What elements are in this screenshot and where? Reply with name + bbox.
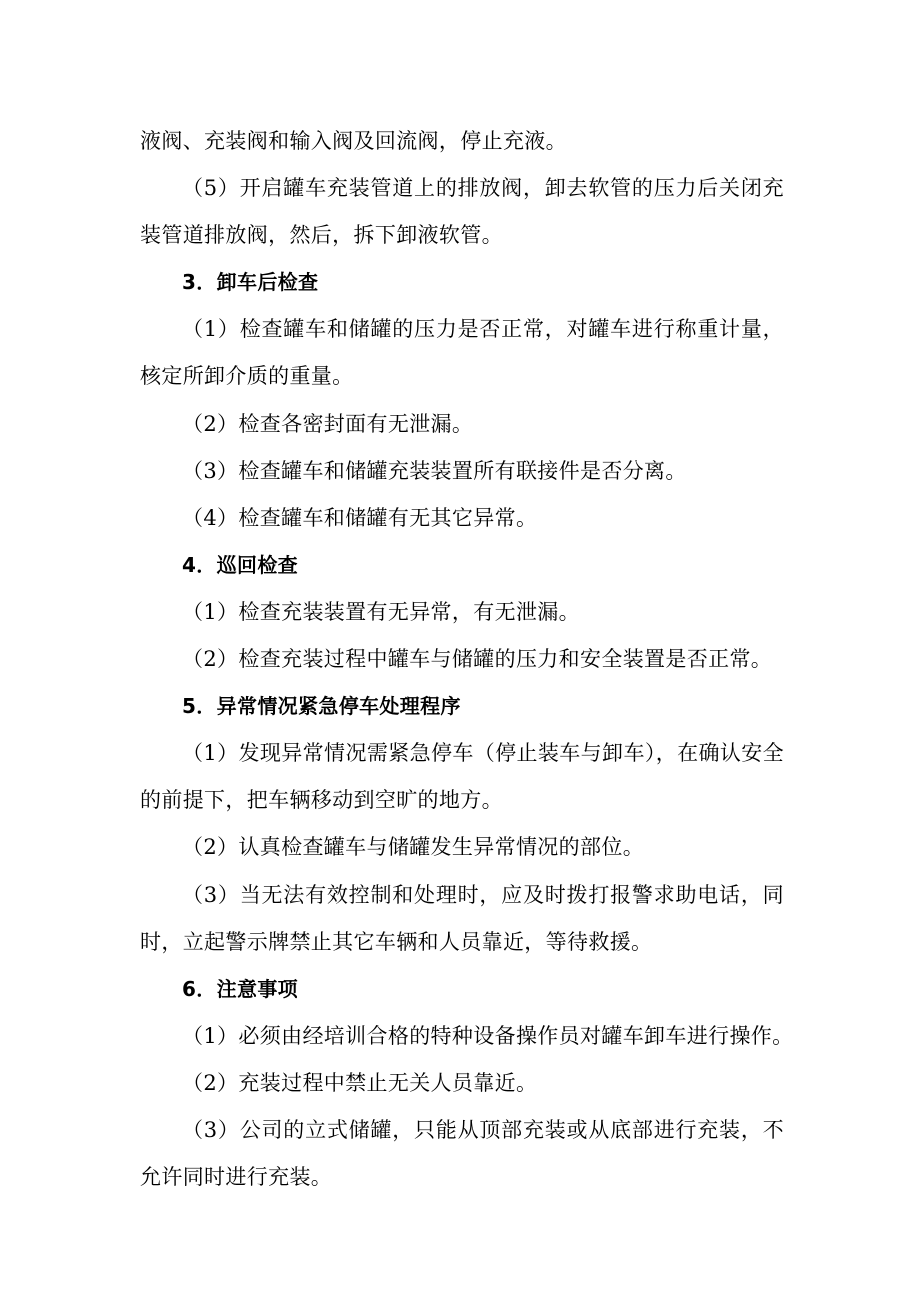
document-page — [140, 118, 794, 1201]
paragraph-line: （1）检查充装装置有无异常，有无泄漏。 — [182, 599, 581, 624]
paragraph-line: （3）当无法有效控制和处理时，应及时拨打报警求助电话，同 — [182, 882, 784, 907]
section-heading: 6．注意事项 — [182, 976, 299, 1001]
paragraph-line: （2）充装过程中禁止无关人员靠近。 — [182, 1070, 538, 1095]
paragraph-line: （2）检查充装过程中罐车与储罐的压力和安全装置是否正常。 — [182, 647, 773, 672]
paragraph-line: 时，立起警示牌禁止其它车辆和人员靠近，等待救援。 — [140, 929, 653, 954]
section-heading: 3．卸车后检查 — [182, 270, 319, 295]
paragraph-line: （3）检查罐车和储罐充装装置所有联接件是否分离。 — [182, 458, 687, 483]
paragraph-line: （4）检查罐车和储罐有无其它异常。 — [182, 505, 538, 530]
paragraph-line: （5）开启罐车充装管道上的排放阀，卸去软管的压力后关闭充 — [182, 176, 784, 201]
paragraph-line: 装管道排放阀，然后，拆下卸液软管。 — [140, 223, 503, 248]
paragraph-line: （3）公司的立式储罐，只能从顶部充装或从底部进行充装，不 — [182, 1117, 784, 1142]
paragraph-line: （1）发现异常情况需紧急停车（停止装车与卸车），在确认安全 — [182, 741, 784, 766]
paragraph-line: （1）必须由经培训合格的特种设备操作员对罐车卸车进行操作。 — [182, 1023, 794, 1048]
section-heading: 5．异常情况紧急停车处理程序 — [182, 694, 461, 719]
section-heading: 4．巡回检查 — [182, 552, 299, 577]
paragraph-line: 核定所卸介质的重量。 — [140, 364, 354, 389]
paragraph-line: （2）认真检查罐车与储罐发生异常情况的部位。 — [182, 835, 645, 860]
paragraph-line: （1）检查罐车和储罐的压力是否正常，对罐车进行称重计量， — [182, 317, 784, 342]
paragraph-line: 的前提下，把车辆移动到空旷的地方。 — [140, 788, 503, 813]
paragraph-line: 液阀、充装阀和输入阀及回流阀，停止充液。 — [140, 129, 567, 153]
paragraph-line: 允许同时进行充装。 — [140, 1165, 333, 1190]
paragraph-line: （2）检查各密封面有无泄漏。 — [182, 411, 474, 436]
